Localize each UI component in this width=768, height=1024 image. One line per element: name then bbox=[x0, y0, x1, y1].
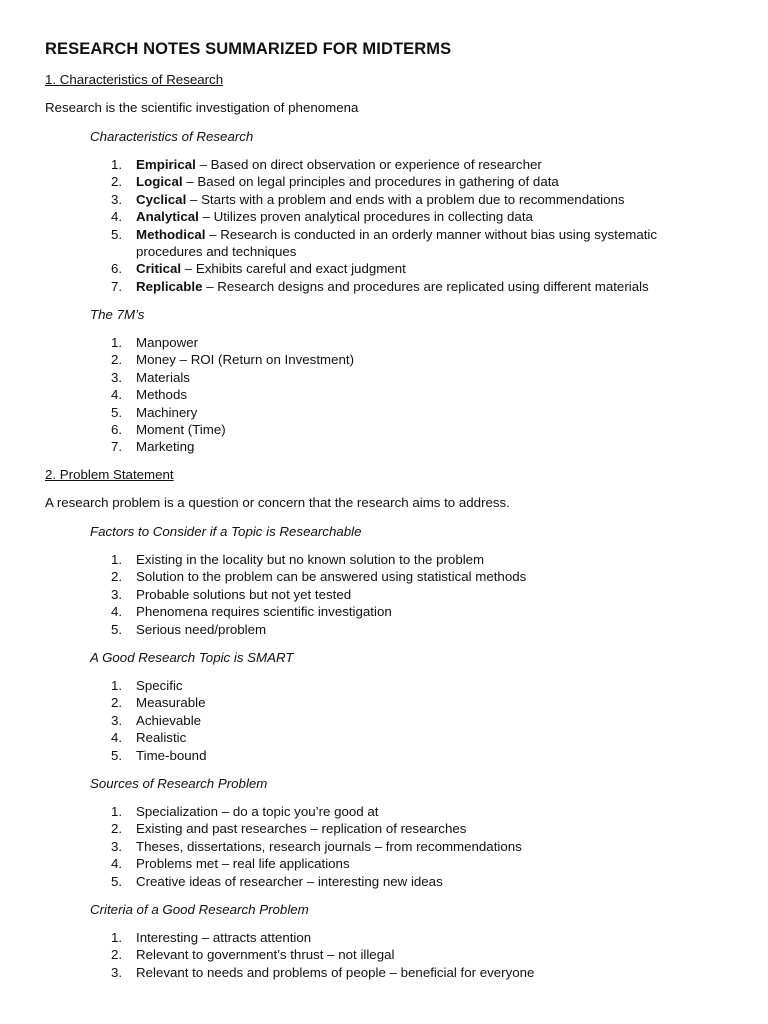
list-item: 6. Moment (Time) bbox=[111, 422, 226, 438]
list-number: 4. bbox=[111, 209, 123, 225]
list-factors bbox=[90, 551, 710, 638]
subheading-factors-researchable: Factors to Consider if a Topic is Researchable bbox=[90, 524, 362, 539]
list-number: 4. bbox=[111, 856, 123, 872]
list-item: 1. Specialization – do a topic you’re good at bbox=[111, 804, 379, 819]
list-number: 7. bbox=[111, 278, 123, 294]
list-item: 3. Materials bbox=[111, 369, 190, 385]
subheading-smart: A Good Research Topic is SMART bbox=[90, 650, 294, 665]
list-item: 2. Solution to the problem can be answered using statistical methods bbox=[111, 569, 527, 585]
list-number: 4. bbox=[111, 730, 123, 746]
list-number: 7. bbox=[111, 439, 123, 455]
list-number: 6. bbox=[111, 261, 123, 277]
list-number: 1. bbox=[111, 157, 123, 172]
list-item: 7. Marketing bbox=[111, 439, 195, 455]
list-number: 2. bbox=[111, 695, 123, 711]
list-sources bbox=[90, 803, 710, 890]
list-number: 1. bbox=[111, 930, 123, 945]
list-item: 1. Interesting – attracts attention bbox=[111, 930, 312, 945]
list-item: 4. Problems met – real life applications bbox=[111, 856, 350, 872]
list-item: 1. Manpower bbox=[111, 335, 199, 350]
list-number: 5. bbox=[111, 747, 123, 763]
list-number: 1. bbox=[111, 552, 123, 567]
list-item: 4. Methods bbox=[111, 387, 187, 403]
list-number: 3. bbox=[111, 712, 123, 728]
list-number: 1. bbox=[111, 335, 123, 350]
list-number: 5. bbox=[111, 226, 123, 242]
list-number: 2. bbox=[111, 569, 123, 585]
list-number: 3. bbox=[111, 838, 123, 854]
subheading-criteria: Criteria of a Good Research Problem bbox=[90, 902, 309, 917]
list-number: 1. bbox=[111, 804, 123, 819]
list-criteria bbox=[90, 929, 710, 981]
section-heading-characteristics: 1. Characteristics of Research bbox=[45, 72, 224, 87]
list-item: 2. Measurable bbox=[111, 695, 206, 711]
list-number: 3. bbox=[111, 964, 123, 980]
subheading-characteristics-of-research: Characteristics of Research bbox=[90, 129, 254, 144]
list-number: 3. bbox=[111, 191, 123, 207]
subheading-sources: Sources of Research Problem bbox=[90, 776, 268, 791]
list-number: 3. bbox=[111, 369, 123, 385]
list-number: 1. bbox=[111, 678, 123, 693]
list-item: 5. Methodical – Research is conducted in an orderly manner without bias using systematic procedures and techniques bbox=[111, 226, 658, 260]
list-number: 5. bbox=[111, 621, 123, 637]
list-item: 4. Realistic bbox=[111, 730, 187, 746]
document-title: RESEARCH NOTES SUMMARIZED FOR MIDTERMS bbox=[45, 40, 452, 58]
list-number: 2. bbox=[111, 174, 123, 190]
list-number: 5. bbox=[111, 873, 123, 889]
list-item: 4. Phenomena requires scientific investigation bbox=[111, 604, 392, 620]
list-number: 6. bbox=[111, 422, 123, 438]
list-item: 5. Creative ideas of researcher – interesting new ideas bbox=[111, 873, 443, 889]
list-item: 1. Specific bbox=[111, 678, 183, 693]
list-number: 4. bbox=[111, 387, 123, 403]
list-number: 2. bbox=[111, 821, 123, 837]
list-item: 6. Critical – Exhibits careful and exact judgment bbox=[111, 261, 406, 277]
list-number: 2. bbox=[111, 947, 123, 963]
list-number: 5. bbox=[111, 404, 123, 420]
section-intro-problem-statement: A research problem is a question or concern that the research aims to address. bbox=[45, 495, 510, 510]
list-item: 3. Achievable bbox=[111, 712, 202, 728]
list-item: 2. Existing and past researches – replication of researches bbox=[111, 821, 467, 837]
list-smart bbox=[90, 677, 710, 764]
list-item: 2. Logical – Based on legal principles and procedures in gathering of data bbox=[111, 174, 559, 190]
list-7ms bbox=[90, 334, 710, 456]
list-item: 3. Cyclical – Starts with a problem and ends with a problem due to recommendations bbox=[111, 191, 625, 207]
list-item: 1. Empirical – Based on direct observation or experience of researcher bbox=[111, 157, 542, 172]
list-characteristics bbox=[90, 156, 710, 295]
section-intro-characteristics: Research is the scientific investigation of phenomena bbox=[45, 100, 359, 115]
list-item: 7. Replicable – Research designs and procedures are replicated using different materials bbox=[111, 278, 649, 294]
list-item: 5. Serious need/problem bbox=[111, 621, 267, 637]
list-item: 5. Machinery bbox=[111, 404, 198, 420]
list-item: 2. Money – ROI (Return on Investment) bbox=[111, 352, 355, 368]
list-item: 3. Probable solutions but not yet tested bbox=[111, 586, 352, 602]
list-number: 2. bbox=[111, 352, 123, 368]
section-heading-problem-statement: 2. Problem Statement bbox=[45, 467, 174, 482]
list-number: 4. bbox=[111, 604, 123, 620]
list-item: 3. Theses, dissertations, research journals – from recommendations bbox=[111, 838, 522, 854]
list-item: 3. Relevant to needs and problems of people – beneficial for everyone bbox=[111, 964, 535, 980]
list-item: 1. Existing in the locality but no known solution to the problem bbox=[111, 552, 485, 567]
list-number: 3. bbox=[111, 586, 123, 602]
subheading-7ms: The 7M’s bbox=[90, 307, 145, 322]
list-item: 5. Time-bound bbox=[111, 747, 207, 763]
list-item: 4. Analytical – Utilizes proven analytical procedures in collecting data bbox=[111, 209, 533, 225]
list-item: 2. Relevant to government’s thrust – not illegal bbox=[111, 947, 395, 963]
